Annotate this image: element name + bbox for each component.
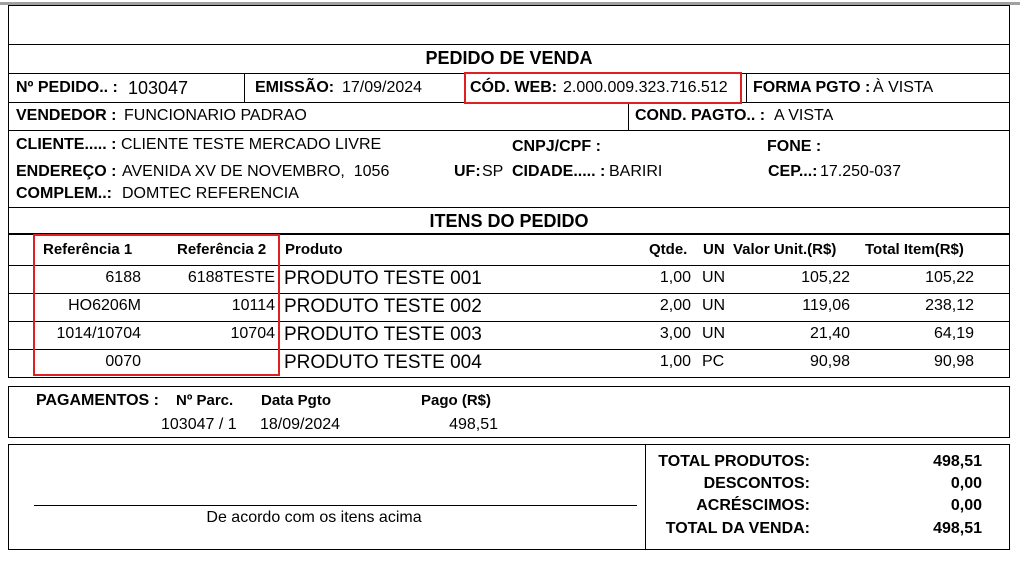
cnpj-label: CNPJ/CPF : — [512, 138, 601, 155]
col-ref1-header: Referência 1 — [43, 241, 133, 258]
acrescimos-label: ACRÉSCIMOS: — [696, 497, 810, 514]
emissao-date: 17/09/2024 — [342, 79, 423, 96]
row-qtde: 2,00 — [659, 297, 691, 314]
acrescimos-value: 0,00 — [950, 497, 982, 514]
complem-label: COMPLEM..: — [16, 185, 112, 202]
row-un: PC — [702, 353, 725, 370]
descontos-label: DESCONTOS: — [703, 475, 810, 492]
payment-date: 18/09/2024 — [260, 416, 341, 433]
row-ref2: 10704 — [230, 325, 275, 342]
row-qtde: 1,00 — [659, 353, 691, 370]
row-produto: PRODUTO TESTE 002 — [284, 296, 482, 317]
row-total-item: 64,19 — [933, 325, 974, 342]
payments-col-pago: Pago (R$) — [421, 392, 492, 409]
divider — [645, 444, 646, 550]
forma-pgto-label: FORMA PGTO : — [753, 79, 871, 96]
vendedor-label: VENDEDOR : — [16, 107, 117, 124]
items-title: ITENS DO PEDIDO — [429, 211, 589, 231]
row-un: UN — [702, 325, 726, 342]
total-venda-value: 498,51 — [933, 520, 982, 537]
signature-caption: De acordo com os itens acima — [206, 509, 422, 526]
vendedor-value: FUNCIONARIO PADRAO — [124, 107, 307, 124]
total-venda-label: TOTAL DA VENDA: — [665, 520, 810, 537]
row-qtde: 3,00 — [659, 325, 691, 342]
cidade-label: CIDADE..... : — [512, 163, 606, 180]
endereco-label: ENDEREÇO : — [16, 163, 117, 180]
divider — [8, 130, 1010, 131]
col-ref2-header: Referência 2 — [177, 241, 267, 258]
row-ref2: 6188TESTE — [187, 269, 275, 286]
forma-pgto-value: À VISTA — [873, 79, 934, 96]
divider — [244, 73, 245, 102]
row-valor-unit: 105,22 — [801, 269, 850, 286]
total-produtos-value: 498,51 — [933, 453, 982, 470]
cond-pagto-value: A VISTA — [774, 107, 834, 124]
row-produto: PRODUTO TESTE 003 — [284, 324, 482, 345]
row-valor-unit: 90,98 — [809, 353, 850, 370]
uf-value: SP — [482, 163, 504, 180]
complem-value: DOMTEC REFERENCIA — [122, 185, 299, 202]
col-un-header: UN — [703, 241, 725, 258]
row-ref1: 1014/10704 — [56, 325, 141, 342]
col-valor-unit-header: Valor Unit.(R$) — [733, 241, 837, 258]
col-produto-header: Produto — [285, 241, 343, 258]
row-ref1: 6188 — [105, 269, 141, 286]
divider — [8, 44, 1010, 45]
col-qtde-header: Qtde. — [649, 241, 688, 258]
cep-label: CEP...: — [768, 163, 818, 180]
row-total-item: 105,22 — [925, 269, 974, 286]
fone-label: FONE : — [767, 138, 822, 155]
pedido-number: 103047 — [128, 78, 189, 98]
row-valor-unit: 21,40 — [809, 325, 850, 342]
cidade-value: BARIRI — [609, 163, 663, 180]
row-un: UN — [702, 269, 726, 286]
cond-pagto-label: COND. PAGTO.. : — [635, 107, 766, 124]
codweb-label: CÓD. WEB: — [470, 79, 558, 96]
cliente-label: CLIENTE..... : — [16, 136, 117, 153]
row-ref2: 10114 — [231, 297, 275, 314]
row-produto: PRODUTO TESTE 004 — [284, 352, 482, 373]
payments-label: PAGAMENTOS : — [36, 392, 159, 409]
cliente-value: CLIENTE TESTE MERCADO LIVRE — [121, 136, 382, 153]
row-qtde: 1,00 — [659, 269, 691, 286]
row-valor-unit: 119,06 — [802, 297, 850, 314]
col-total-item-header: Total Item(R$) — [865, 241, 964, 258]
payments-col-parc: Nº Parc. — [176, 392, 234, 409]
signature-line — [34, 505, 637, 506]
codweb-value: 2.000.009.323.716.512 — [563, 79, 728, 96]
pedido-label: Nº PEDIDO.. : — [16, 79, 118, 96]
divider — [628, 102, 629, 130]
cep-value: 17.250-037 — [820, 163, 901, 180]
divider — [8, 207, 1010, 208]
payment-amount: 498,51 — [449, 416, 498, 433]
footer-box — [8, 444, 1010, 550]
row-total-item: 90,98 — [933, 353, 974, 370]
row-ref1: 0070 — [105, 353, 141, 370]
row-produto: PRODUTO TESTE 001 — [284, 268, 482, 289]
payment-parc: 103047 / 1 — [161, 416, 237, 433]
document-title: PEDIDO DE VENDA — [425, 48, 593, 68]
descontos-value: 0,00 — [950, 475, 982, 492]
payments-col-data: Data Pgto — [261, 392, 332, 409]
row-total-item: 238,12 — [925, 297, 974, 314]
row-un: UN — [702, 297, 726, 314]
endereco-value: AVENIDA XV DE NOVEMBRO, 1056 — [122, 163, 390, 180]
total-produtos-label: TOTAL PRODUTOS: — [658, 453, 810, 470]
uf-label: UF: — [454, 163, 481, 180]
divider — [746, 73, 747, 102]
emissao-label: EMISSÃO: — [255, 79, 335, 96]
row-ref1: HO6206M — [68, 297, 141, 314]
